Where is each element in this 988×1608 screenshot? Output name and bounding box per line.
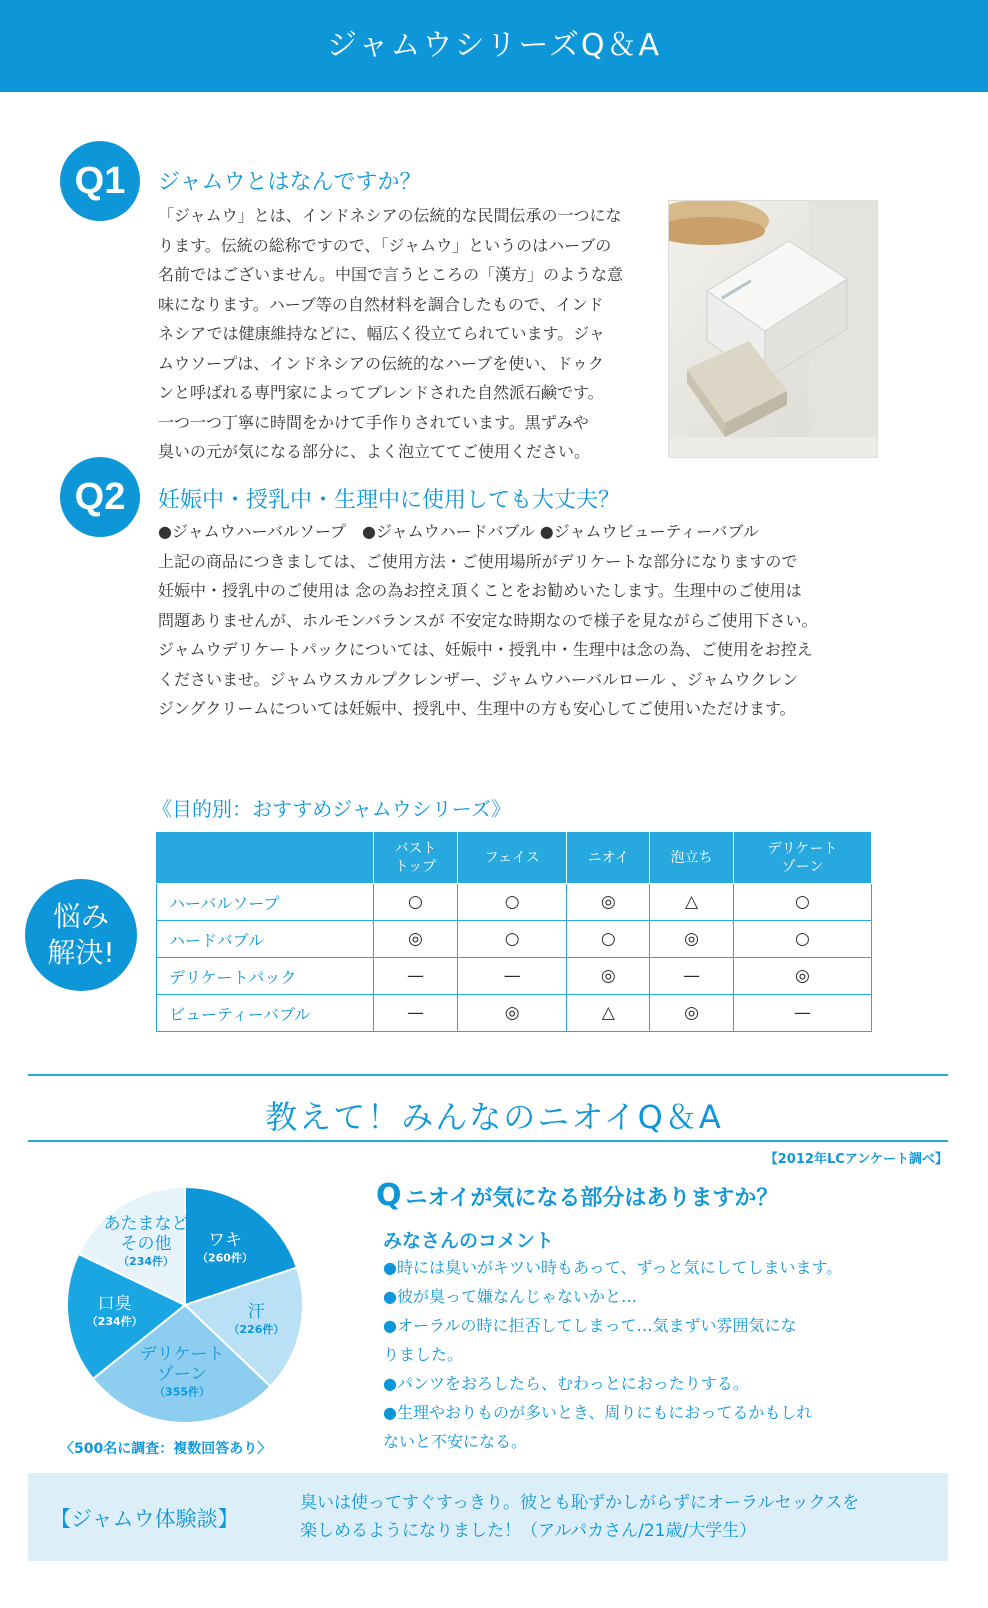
q2-line: ジングクリームについては妊娠中、授乳中、生理中の方も安心してご使用いただけます。 xyxy=(158,699,796,718)
pie-value-label: （234件） xyxy=(118,1255,175,1269)
q2-line: くださいませ。ジャムウスカルプクレンザー、ジャムウハーバルロール 、ジャムウクレン xyxy=(158,669,799,689)
table-cell: ◎ xyxy=(733,958,871,995)
banner-title: ジャムウシリーズQ＆A xyxy=(326,28,662,63)
page-banner xyxy=(0,0,988,92)
table-cell: — xyxy=(374,958,458,995)
experience-box xyxy=(28,1473,948,1561)
q1-line: 臭いの元が気になる部分に、よく泡立ててご使用ください。 xyxy=(158,442,591,461)
survey-source: 【2012年LCアンケート調べ】 xyxy=(764,1152,948,1167)
table-cell: — xyxy=(457,958,567,995)
comment-line: ●パンツをおろしたら、むわっとにおったりする。 xyxy=(383,1374,749,1393)
q1-line: 名前ではございません。中国で言うところの「漢方」のような意 xyxy=(158,265,623,284)
q2-title: 妊娠中・授乳中・生理中に使用しても大丈夫？ xyxy=(158,488,621,513)
table-header-row xyxy=(157,832,872,884)
table-cell: — xyxy=(374,995,458,1032)
soap-photo-illustration xyxy=(669,201,878,458)
q2-line: ●ジャムウハーバルソープ ●ジャムウハードバブル ●ジャムウビューティーバブル xyxy=(158,522,759,541)
experience-text xyxy=(300,1489,859,1545)
table-cell: ◎ xyxy=(374,921,458,958)
row-label: ビューティーバブル xyxy=(157,995,374,1032)
recommend-table xyxy=(156,831,872,1032)
row-label: ハーバルソープ xyxy=(157,884,374,921)
col-header: ニオイ xyxy=(567,832,650,884)
table-row xyxy=(157,995,872,1032)
pie-label: 口臭 xyxy=(97,1294,132,1315)
table-cell: ○ xyxy=(733,921,871,958)
table-cell: ◎ xyxy=(567,884,650,921)
odor-section-title: 教えて！みんなのニオイQ＆A xyxy=(265,1098,723,1136)
col-header: フェイス xyxy=(457,832,567,884)
table-row xyxy=(157,921,872,958)
soap-product-photo xyxy=(668,200,878,458)
pie-label: ワキ xyxy=(207,1230,242,1251)
pie-label: その他 xyxy=(120,1234,172,1255)
comment-line: りました。 xyxy=(383,1345,464,1364)
comment-line: ●彼が臭って嫌なんじゃないかと… xyxy=(383,1287,637,1306)
col-header: 泡立ち xyxy=(650,832,734,884)
table-cell: ○ xyxy=(733,884,871,921)
experience-line: 楽しめるようになりました！（アルパカさん/21歳/大学生） xyxy=(300,1521,757,1541)
q2-line: ジャムウデリケートパックについては、妊娠中・授乳中・生理中は念の為、ご使用をお控え xyxy=(158,640,813,659)
q1-title: ジャムウとはなんですか？ xyxy=(158,170,422,195)
q1-line: ネシアでは健康維持などに、幅広く役立てられています。ジャ xyxy=(158,324,605,343)
table-cell: — xyxy=(733,995,871,1032)
table-cell: ◎ xyxy=(567,958,650,995)
q2-line: 妊娠中・授乳中のご使用は 念の為お控え頂くことをお勧めいたします。生理中のご使用は xyxy=(158,581,802,600)
q1-line: ンと呼ばれる専門家によってブレンドされた自然派石鹸です。 xyxy=(158,383,604,402)
q-letter: Q xyxy=(376,1178,402,1213)
col-header: デリケート ゾーン xyxy=(733,832,871,884)
pie-label: 汗 xyxy=(247,1301,265,1322)
q1-answer xyxy=(158,201,658,467)
table-cell: — xyxy=(650,958,734,995)
table-cell: ◎ xyxy=(650,921,734,958)
q1-badge: Q1 xyxy=(60,141,140,221)
table-cell: ○ xyxy=(457,921,567,958)
pie-value-label: （355件） xyxy=(154,1385,211,1399)
pie-label: ゾーン xyxy=(156,1364,208,1385)
comment-line: ないと不安になる。 xyxy=(383,1432,528,1451)
table-row xyxy=(157,884,872,921)
comments-title: みなさんのコメント xyxy=(383,1230,555,1252)
q1-line: ります。伝統の総称ですので、「ジャムウ」というのはハーブの xyxy=(158,235,612,255)
pie-value-label: （234件） xyxy=(86,1315,143,1329)
q2-badge: Q2 xyxy=(60,457,140,537)
pie-value-label: （260件） xyxy=(197,1251,253,1265)
comments-list xyxy=(383,1253,883,1456)
q1-line: 一つ一つ丁寧に時間をかけて手作りされています。黒ずみや xyxy=(158,412,589,432)
q1-line: ムウソープは、インドネシアの伝統的なハーブを使い、ドゥク xyxy=(158,353,604,373)
table-cell: △ xyxy=(650,884,734,921)
odor-question xyxy=(376,1178,778,1213)
odor-question-text: ニオイが気になる部分はありますか？ xyxy=(405,1186,779,1211)
divider-top xyxy=(28,1074,948,1076)
table-cell: ◎ xyxy=(457,995,567,1032)
comment-line: ●オーラルの時に拒否してしまって…気まずい雰囲気にな xyxy=(383,1316,797,1335)
table-row xyxy=(157,958,872,995)
row-label: ハードバブル xyxy=(157,921,374,958)
table-cell: ◎ xyxy=(650,995,734,1032)
table-cell: ○ xyxy=(457,884,567,921)
table-cell: ○ xyxy=(374,884,458,921)
row-label: デリケートパック xyxy=(157,958,374,995)
q1-line: 味になります。ハーブ等の自然材料を調合したもので、インド xyxy=(158,294,604,314)
experience-label: 【ジャムウ体験談】 xyxy=(50,1507,239,1531)
pie-label: デリケート xyxy=(139,1344,225,1365)
divider-bottom xyxy=(28,1140,948,1142)
q1-line: 「ジャムウ」とは、インドネシアの伝統的な民間伝承の一つにな xyxy=(158,206,622,225)
q2-line: 問題ありませんが、ホルモンバランスが 不安定な時期なので様子を見ながらご使用下さい。 xyxy=(158,610,818,630)
pie-note: 〈500名に調査：複数回答あり〉 xyxy=(60,1441,272,1457)
q2-answer xyxy=(158,517,878,724)
worry-line-1: 悩み xyxy=(52,900,109,933)
col-header: バスト トップ xyxy=(374,832,458,884)
comment-line: ●時には臭いがキツい時もあって、ずっと気にしてしまいます。 xyxy=(383,1258,843,1277)
experience-line: 臭いは使ってすぐすっきり。彼とも恥ずかしがらずにオーラルセックスを xyxy=(300,1493,860,1513)
q2-line: 上記の商品につきましては、ご使用方法・ご使用場所がデリケートな部分になりますので xyxy=(158,551,798,571)
worry-solve-badge xyxy=(25,879,137,991)
table-corner xyxy=(157,832,374,884)
pie-label: あたまなど xyxy=(103,1214,189,1235)
odor-pie-chart xyxy=(60,1180,310,1430)
recommend-caption: 《目的別：おすすめジャムウシリーズ》 xyxy=(152,797,511,821)
table-cell: △ xyxy=(567,995,650,1032)
comment-line: ●生理やおりものが多いとき、周りにもにおってるかもしれ xyxy=(383,1403,813,1422)
worry-line-2: 解決! xyxy=(47,936,115,969)
pie-value-label: （226件） xyxy=(228,1322,285,1336)
table-cell: ○ xyxy=(567,921,650,958)
